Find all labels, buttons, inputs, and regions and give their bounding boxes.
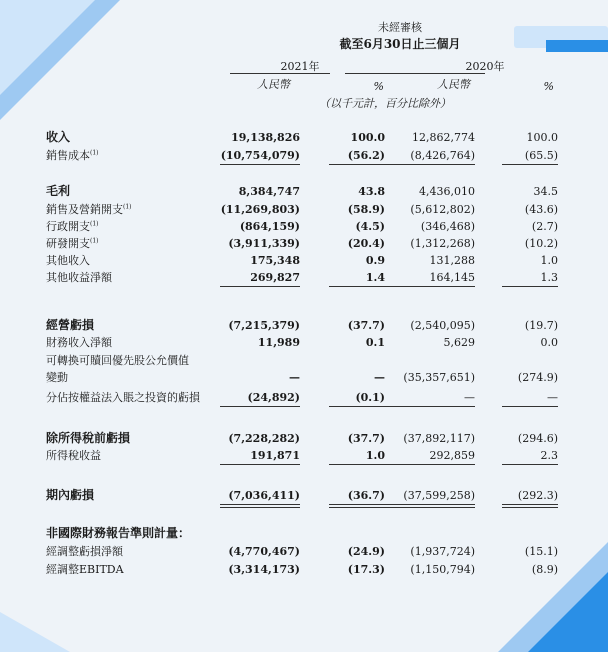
row-label: 行政開支$^{(1)}$ bbox=[46, 220, 99, 233]
header-period: 截至6月30日止三個月 bbox=[339, 37, 461, 51]
header-percent-2020: % bbox=[543, 80, 554, 93]
cell-percent-2021: 0.9 bbox=[365, 254, 385, 267]
cell-percent-2021: 0.1 bbox=[365, 336, 385, 349]
cell-percent-2021: (56.2) bbox=[347, 149, 385, 162]
cell-amount-2021: — bbox=[289, 371, 300, 384]
subtotal-rule bbox=[329, 464, 385, 465]
subtotal-rule bbox=[502, 286, 558, 287]
footnote-marker: (1) bbox=[123, 203, 132, 211]
cell-amount-2021: (4,770,467) bbox=[228, 545, 300, 558]
cell-percent-2020: (10.2) bbox=[524, 237, 558, 250]
row-label: 其他收入 bbox=[46, 254, 90, 267]
cell-percent-2021: 100.0 bbox=[350, 131, 385, 144]
header-currency-2021: 人民幣 bbox=[257, 78, 290, 91]
header-year-2021: 2021年 bbox=[280, 60, 320, 73]
cell-amount-2020: (8,426,764) bbox=[410, 149, 475, 162]
cell-amount-2020: (1,312,268) bbox=[410, 237, 475, 250]
subtotal-rule bbox=[329, 406, 385, 407]
row-label: 其他收益淨額 bbox=[46, 271, 112, 284]
cell-amount-2020: (346,468) bbox=[420, 220, 475, 233]
cell-amount-2020: (1,150,794) bbox=[410, 563, 475, 576]
cell-percent-2021: 43.8 bbox=[358, 185, 385, 198]
cell-percent-2020: — bbox=[547, 391, 558, 404]
subtotal-rule bbox=[379, 286, 475, 287]
cell-percent-2021: (20.4) bbox=[347, 237, 385, 250]
subtotal-rule bbox=[220, 406, 300, 407]
cell-amount-2020: 5,629 bbox=[443, 336, 475, 349]
subtotal-rule bbox=[220, 286, 300, 287]
cell-amount-2021: (11,269,803) bbox=[220, 203, 300, 216]
row-label: 經調整EBITDA bbox=[46, 563, 124, 576]
cell-percent-2021: 1.0 bbox=[365, 449, 385, 462]
cell-percent-2020: 0.0 bbox=[540, 336, 558, 349]
row-label: 研發開支$^{(1)}$ bbox=[46, 237, 99, 250]
cell-amount-2020: (35,357,651) bbox=[403, 371, 475, 384]
cell-percent-2020: 2.3 bbox=[540, 449, 558, 462]
cell-percent-2021: (4.5) bbox=[355, 220, 385, 233]
cell-percent-2021: (37.7) bbox=[347, 432, 385, 445]
cell-percent-2020: 1.3 bbox=[540, 271, 558, 284]
header-year-rule-left bbox=[230, 73, 330, 74]
row-label: 銷售成本$^{(1)}$ bbox=[46, 149, 99, 162]
cell-amount-2021: 19,138,826 bbox=[231, 131, 300, 144]
cell-percent-2021: 1.4 bbox=[365, 271, 385, 284]
cell-percent-2020: (43.6) bbox=[524, 203, 558, 216]
header-unaudited: 未經審核 bbox=[378, 21, 422, 34]
total-double-rule bbox=[220, 504, 300, 508]
cell-amount-2021: (24,892) bbox=[247, 391, 300, 404]
cell-percent-2021: (36.7) bbox=[347, 489, 385, 502]
cell-amount-2020: (37,599,258) bbox=[403, 489, 475, 502]
header-unit-note: （以千元計，百分比除外） bbox=[319, 97, 451, 110]
row-label: 變動 bbox=[46, 371, 68, 384]
cell-percent-2020: 34.5 bbox=[533, 185, 558, 198]
subtotal-rule bbox=[379, 164, 475, 165]
row-label: 毛利 bbox=[46, 184, 71, 198]
subtotal-rule bbox=[379, 464, 475, 465]
cell-amount-2021: (7,215,379) bbox=[228, 319, 300, 332]
cell-amount-2021: (864,159) bbox=[239, 220, 300, 233]
cell-percent-2020: (65.5) bbox=[524, 149, 558, 162]
row-label: 可轉換可贖回優先股公允價值 bbox=[46, 354, 189, 367]
cell-percent-2020: (15.1) bbox=[524, 545, 558, 558]
subtotal-rule bbox=[329, 164, 385, 165]
cell-amount-2021: 175,348 bbox=[250, 254, 300, 267]
cell-amount-2021: 191,871 bbox=[250, 449, 300, 462]
cell-percent-2021: (58.9) bbox=[347, 203, 385, 216]
subtotal-rule bbox=[329, 286, 385, 287]
cell-percent-2020: (294.6) bbox=[517, 432, 558, 445]
footnote-marker: (1) bbox=[90, 220, 99, 228]
subtotal-rule bbox=[220, 164, 300, 165]
cell-percent-2020: (19.7) bbox=[524, 319, 558, 332]
cell-percent-2021: (37.7) bbox=[347, 319, 385, 332]
header-year-2020: 2020年 bbox=[465, 60, 505, 73]
subtotal-rule bbox=[502, 406, 558, 407]
total-double-rule bbox=[329, 504, 385, 508]
footnote-marker: (1) bbox=[90, 237, 99, 245]
cell-percent-2020: (274.9) bbox=[517, 371, 558, 384]
header-currency-2020: 人民幣 bbox=[437, 78, 470, 91]
row-label: 收入 bbox=[46, 130, 71, 144]
cell-amount-2020: (1,937,724) bbox=[410, 545, 475, 558]
row-label: 財務收入淨額 bbox=[46, 336, 112, 349]
cell-percent-2021: (17.3) bbox=[347, 563, 385, 576]
row-label: 非國際財務報告準則計量： bbox=[46, 526, 191, 540]
row-label: 期內虧損 bbox=[46, 488, 95, 502]
total-double-rule bbox=[502, 504, 558, 508]
row-label: 銷售及營銷開支$^{(1)}$ bbox=[46, 203, 132, 216]
subtotal-rule bbox=[220, 464, 300, 465]
cell-amount-2021: 8,384,747 bbox=[238, 185, 300, 198]
row-label: 除所得稅前虧損 bbox=[46, 431, 131, 445]
row-label: 所得稅收益 bbox=[46, 449, 101, 462]
cell-percent-2020: 1.0 bbox=[540, 254, 558, 267]
cell-amount-2021: (3,911,339) bbox=[228, 237, 300, 250]
cell-amount-2021: (3,314,173) bbox=[228, 563, 300, 576]
cell-amount-2020: 292,859 bbox=[429, 449, 475, 462]
cell-amount-2020: 12,862,774 bbox=[412, 131, 475, 144]
subtotal-rule bbox=[379, 406, 475, 407]
subtotal-rule bbox=[502, 464, 558, 465]
cell-percent-2020: (292.3) bbox=[517, 489, 558, 502]
cell-amount-2020: (5,612,802) bbox=[410, 203, 475, 216]
cell-amount-2020: 4,436,010 bbox=[419, 185, 475, 198]
subtotal-rule bbox=[502, 164, 558, 165]
header-year-rule-right bbox=[345, 73, 485, 74]
header-percent-2021: % bbox=[373, 80, 384, 93]
cell-amount-2021: 269,827 bbox=[250, 271, 300, 284]
cell-amount-2020: (2,540,095) bbox=[410, 319, 475, 332]
cell-percent-2020: (8.9) bbox=[531, 563, 558, 576]
cell-amount-2020: 164,145 bbox=[429, 271, 475, 284]
cell-amount-2021: (7,036,411) bbox=[228, 489, 300, 502]
cell-percent-2021: (24.9) bbox=[347, 545, 385, 558]
cell-percent-2020: 100.0 bbox=[526, 131, 558, 144]
cell-amount-2021: 11,989 bbox=[257, 336, 300, 349]
cell-amount-2021: (7,228,282) bbox=[228, 432, 300, 445]
footnote-marker: (1) bbox=[90, 149, 99, 157]
cell-amount-2020: — bbox=[464, 391, 475, 404]
cell-amount-2020: (37,892,117) bbox=[403, 432, 475, 445]
cell-amount-2020: 131,288 bbox=[429, 254, 475, 267]
cell-amount-2021: (10,754,079) bbox=[220, 149, 300, 162]
row-label: 分佔按權益法入賬之投資的虧損 bbox=[46, 391, 200, 404]
cell-percent-2021: — bbox=[374, 371, 385, 384]
total-double-rule bbox=[379, 504, 475, 508]
row-label: 經調整虧損淨額 bbox=[46, 545, 123, 558]
cell-percent-2021: (0.1) bbox=[355, 391, 385, 404]
cell-percent-2020: (2.7) bbox=[531, 220, 558, 233]
row-label: 經營虧損 bbox=[46, 318, 95, 332]
